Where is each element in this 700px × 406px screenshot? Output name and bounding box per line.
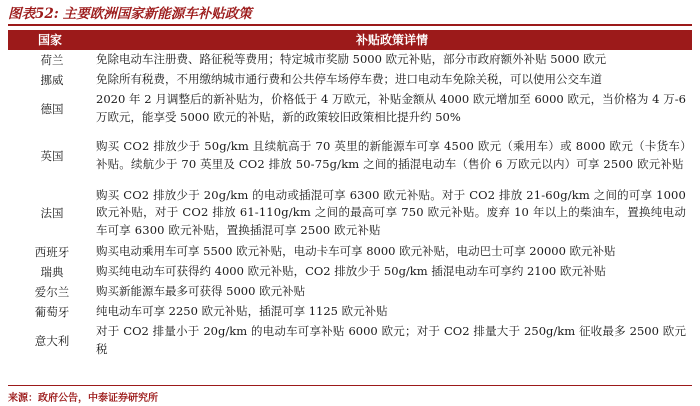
table-header xyxy=(8,30,692,50)
policy-cell: 纯电动车可享 2250 欧元补贴，插混可享 1125 欧元补贴 xyxy=(96,304,388,319)
country-cell: 挪威 xyxy=(40,73,64,87)
policy-cell: 购买 CO2 排放少于 20g/km 的电动或插混可享 6300 欧元补贴。对于 CO2 排放 21-60g/km 之间的可享 1000 欧元补贴，对于 CO2 排放 61-110g/km 之间的最高可享 750 欧元补贴。废弃 10 年以上的柴油车，置换纯电动车可享 6300 欧元补贴，置换插混可享 2500 欧元补贴 xyxy=(96,187,686,237)
policy-cell: 购买纯电动车可获得约 4000 欧元补贴，CO2 排放少于 50g/km 插混电动车可享约 2100 欧元补贴 xyxy=(96,264,606,279)
policy-cell: 2020 年 2 月调整后的新补贴为，价格低于 4 万欧元，补贴金额从 4000 欧元增加至 6000 欧元，当价格为 4 万-6 万欧元，能享受 5000 欧元的补贴，新的政策较旧政策相比提升约 50% xyxy=(96,92,686,124)
policy-cell: 免除所有税费，不用缴纳城市通行费和公共停车场停车费；进口电动车免除关税，可以使用公交车道 xyxy=(96,72,602,87)
table-row xyxy=(8,184,692,242)
policy-cell: 免除电动车注册费、路征税等费用；特定城市奖励 5000 欧元补贴，部分市政府额外补贴 5000 欧元 xyxy=(96,52,607,67)
country-cell: 荷兰 xyxy=(40,53,64,67)
policy-cell: 购买新能源车最多可获得 5000 欧元补贴 xyxy=(96,284,306,299)
table-row xyxy=(8,128,692,184)
policy-table xyxy=(8,30,692,360)
country-cell: 西班牙 xyxy=(34,245,70,259)
table-row xyxy=(8,242,692,262)
table-row xyxy=(8,50,692,70)
figure-title xyxy=(8,4,692,26)
table-row xyxy=(8,322,692,360)
country-cell: 葡萄牙 xyxy=(34,305,70,319)
source-note: 来源：政府公告，中泰证券研究所 xyxy=(8,393,158,404)
figure-title-text: 主要欧洲国家新能源车补贴政策 xyxy=(62,6,252,22)
country-cell: 意大利 xyxy=(34,334,70,348)
bottom-divider xyxy=(8,385,692,386)
table-row xyxy=(8,302,692,322)
figure-label: 图表52: xyxy=(8,6,59,22)
country-cell: 德国 xyxy=(40,102,64,116)
policy-cell: 购买 CO2 排放少于 50g/km 且续航高于 70 英里的新能源车可享 4500 欧元（乘用车）或 8000 欧元（卡货车）补贴。续航少于 70 英里及 CO2 排放 50-75g/km 之间的插混电动车（售价 6 万欧元以内）可享 2500 欧元补贴 xyxy=(96,139,686,171)
table-row xyxy=(8,90,692,128)
table-row xyxy=(8,282,692,302)
country-cell: 英国 xyxy=(40,149,64,163)
policy-cell: 购买电动乘用车可享 5500 欧元补贴，电动卡车可享 8000 欧元补贴，电动巴士可享 20000 欧元补贴 xyxy=(96,244,616,259)
country-cell: 爱尔兰 xyxy=(34,285,70,299)
header-policy: 补贴政策详情 xyxy=(355,33,428,47)
policy-cell: 对于 CO2 排量小于 20g/km 的电动车可享补贴 6000 欧元；对于 CO2 排量大于 250g/km 征收最多 2500 欧元税 xyxy=(96,324,686,356)
country-cell: 法国 xyxy=(40,206,64,220)
table-row xyxy=(8,262,692,282)
country-cell: 瑞典 xyxy=(40,265,64,279)
table-row xyxy=(8,70,692,90)
header-country: 国家 xyxy=(37,33,62,47)
